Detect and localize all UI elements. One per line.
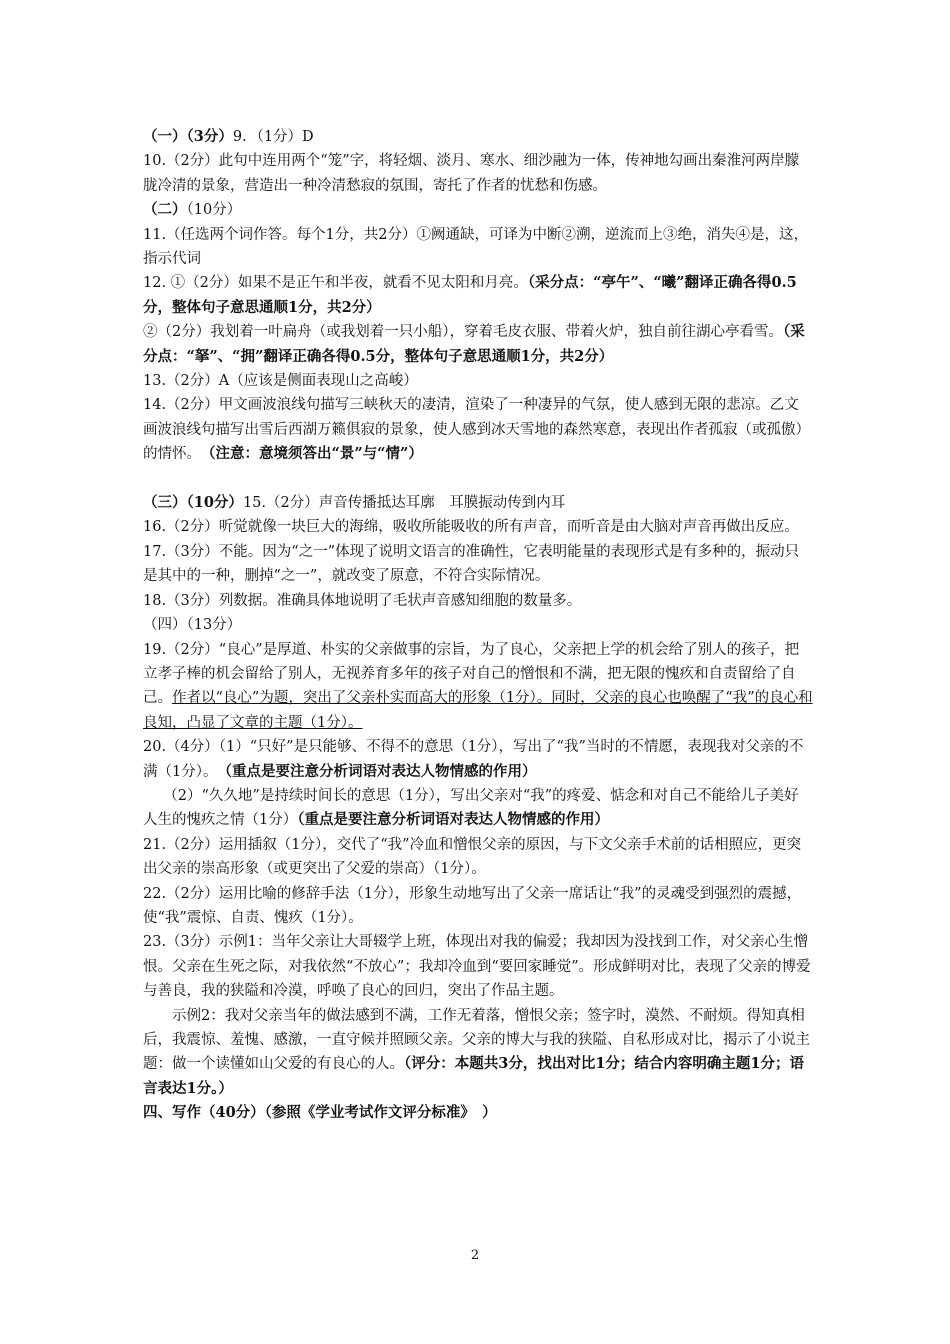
answer-19 [143, 638, 813, 736]
section-2-score: （10分） [186, 202, 242, 219]
answer-12-2 [143, 320, 813, 369]
answer-14-text: 14.（2分）甲文画波浪线句描写三峡秋天的凄清，渲染了一种凄异的气氛，使人感到无限的悲凉。乙文画波浪线句描写出雪后西湖万籁俱寂的景象，使人感到冰天雪地的森然寒意，表现出作者孤寂（或孤傲）的情怀。 [143, 397, 810, 463]
answer-14 [143, 393, 813, 466]
answer-10: 10.（2分）此句中连用两个“笼”字，将轻烟、淡月、寒水、细沙融为一体，传神地勾画出秦淮河两岸朦胧冷清的景象，营造出一种冷清愁寂的氛围，寄托了作者的忧愁和伤感。 [143, 153, 800, 194]
answer-20-1 [143, 735, 813, 784]
answer-19-underlined: 作者以“良心”为题，突出了父亲朴实而高大的形象（1分）。同时，父亲的良心也唤醒了“我”的良心和良知，凸显了文章的主题（1分）。 [143, 690, 813, 731]
answer-20-2-note: （重点是要注意分析词语对表达人物情感的作用） [297, 811, 609, 829]
answer-15: 15.（2分）声音传播抵达耳廓 耳膜振动传到内耳 [242, 495, 566, 512]
answer-12-2-note: （采分点：“拏”、“拥”翻译正确各得0.5分，整体句子意思通顺1分，共2分） [143, 323, 805, 365]
section-2-heading: （二） [143, 201, 187, 219]
answer-19-text: 19.（2分）“良心”是厚道、朴实的父亲做事的宗旨，为了良心，父亲把上学的机会给了别人的孩子，把立孝子棒的机会留给了别人，无视养育多年的孩子对自己的憎恨和不满，把无限的愧疚和自责留给了自己。 [143, 641, 800, 707]
answer-20-2 [143, 784, 813, 833]
answer-12-2-text: ②（2分）我划着一叶扁舟（或我划着一只小船），穿着毛皮衣服、带着火炉，独自前往湖心亭看雪。 [143, 324, 783, 341]
section-4-heading: （四）（13分） [143, 617, 242, 634]
section-5-heading: 四、写作（40分）（参照《学业考试作文评分标准》 ） [143, 1104, 497, 1122]
answer-key-body [143, 125, 813, 1126]
answer-22: 22.（2分）运用比喻的修辞手法（1分），形象生动地写出了父亲一席话让“我”的灵魂受到强烈的震撼，使“我”震惊、自责、愧疚（1分）。 [143, 885, 802, 926]
section-1-heading: （一）（3分） [143, 128, 233, 145]
spacer [143, 467, 813, 491]
answer-23-example-2-text: 示例2：我对父亲当年的做法感到不满，工作无着落，憎恨父亲；签字时，漠然、不耐烦。得知真相后，我震惊、羞愧、感激，一直守候并照顾父亲。父亲的博大与我的狭隘、自私形成对比，揭示了小说主题：做一个读懂如山父爱的有良心的人。 [143, 1007, 810, 1073]
answer-20-1-text: 20.（4分）（1）“只好”是只能够、不得不的意思（1分），写出了“我”当时的不情愿，表现我对父亲的不满（1分）。 [143, 739, 804, 780]
answer-11: 11.（任选两个词作答。每个1分，共2分）①阙通缺，可译为中断②溯，逆流而上③绝，消失④是，这，指示代词 [143, 226, 809, 268]
answer-20-1-note: （重点是要注意分析词语对表达人物情感的作用） [224, 762, 537, 780]
answer-17: 17.（3分）不能。因为“之一”体现了说明文语言的准确性，它表明能量的表现形式是有多种的，振动只是其中的一种，删掉“之一”，就改变了原意，不符合实际情况。 [143, 543, 800, 585]
answer-14-note: （注意：意境须答出“景”与“情”） [208, 445, 423, 463]
answer-23-example-1: 23.（3分）示例1：当年父亲让大哥辍学上班，体现出对我的偏爱；我却因为没找到工作，对父亲心生憎恨。父亲在生死之际，对我依然“不放心”；我却冷血到“要回家睡觉”。形成鲜明对比，表现了父亲的博爱与善良，我的狭隘和冷漠，呼唤了良心的回归，突出了作品主题。 [143, 934, 811, 1000]
answer-23-note: （评分：本题共3分，找出对比1分；结合内容明确主题1分；语言表达1分。） [143, 1055, 805, 1097]
answer-18: 18.（3分）列数据。准确具体地说明了毛状声音感知细胞的数量多。 [143, 592, 582, 609]
section-3-heading: （三）（10分） [143, 494, 243, 512]
section-2 [143, 198, 813, 222]
page-number: 2 [470, 1248, 480, 1263]
section-3 [143, 491, 813, 515]
answer-20-2-text: （2）“久久地”是持续时间长的意思（1分），写出父亲对“我”的疼爱、惦念和对自己不能给儿子美好人生的愧疚之情（1分） [143, 787, 799, 829]
section-1 [143, 125, 813, 149]
answer-12-1-text: 12. ①（2分）如果不是正午和半夜，就看不见太阳和月亮。 [143, 275, 528, 292]
answer-23-example-2 [143, 1004, 813, 1102]
answer-12-1-note: （采分点：“亭午”、“曦”翻译正确各得0.5分，整体句子意思通顺1分，共2分） [143, 274, 797, 316]
answer-16: 16.（2分）听觉就像一块巨大的海绵，吸收所能吸收的所有声音，而听音是由大脑对声音再做出反应。 [143, 519, 799, 536]
answer-13: 13.（2分）A（应该是侧面表现山之高峻） [143, 373, 418, 390]
answer-9: 9．（1分）D [232, 129, 314, 145]
answer-21: 21.（2分）运用插叙（1分），交代了“我”冷血和憎恨父亲的原因，与下文父亲手术前的话相照应，更突出父亲的崇高形象（或更突出了父爱的崇高）（1分）。 [143, 836, 802, 878]
answer-12-1 [143, 271, 813, 320]
